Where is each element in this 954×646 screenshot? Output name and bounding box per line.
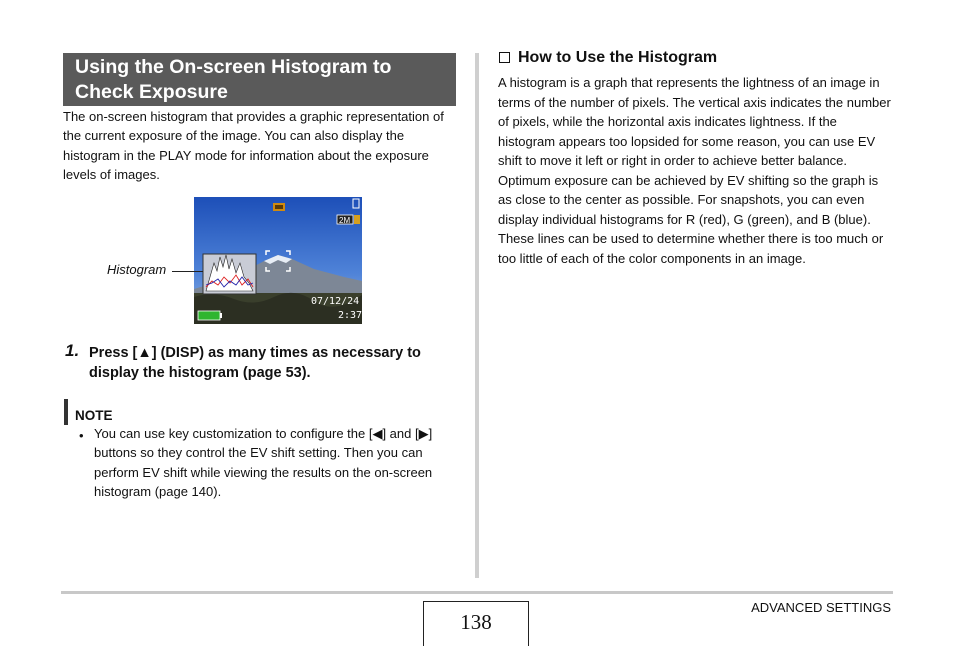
- note-text: You can use key customization to configure the [◀] and [▶] buttons so they control the EV shift setting. Then you can perform EV shift while viewing the results on the on-screen histogram (page 140).: [94, 426, 433, 500]
- histogram-overlay: [203, 254, 256, 294]
- section-title: [63, 53, 456, 106]
- size-icon: 2M: [339, 216, 351, 225]
- intro-paragraph: The on-screen histogram that provides a graphic representation of the current exposure of the image. You can also display the histogram in the PLAY mode for information about the exposure levels of images.: [63, 109, 444, 183]
- battery-icon: [198, 311, 222, 320]
- step-instruction: Press [▲] (DISP) as many times as necessary to display the histogram (page 53).: [89, 345, 421, 381]
- histogram-callout-line: [172, 271, 203, 272]
- footer-section-name: ADVANCED SETTINGS: [751, 600, 891, 615]
- mode-icon: [273, 203, 285, 211]
- note-marker: [64, 399, 68, 425]
- note-bullet: •: [79, 428, 84, 443]
- heading-square-icon: [499, 52, 510, 63]
- step-number: 1.: [65, 341, 80, 360]
- time-readout: 2:37: [338, 310, 362, 321]
- histogram-callout-label: Histogram: [107, 262, 167, 277]
- note-title: NOTE: [75, 408, 113, 423]
- date-readout: 07/12/24: [311, 296, 360, 307]
- footer-rule: [61, 591, 893, 594]
- right-heading: How to Use the Histogram: [518, 49, 718, 66]
- section-title-line1: Using the On-screen Histogram to: [75, 56, 392, 78]
- page-number: 138: [423, 601, 529, 646]
- column-divider: [475, 53, 479, 578]
- right-body: A histogram is a graph that represents the lightness of an image in terms of the number of pixels. The vertical axis indicates the number of pixels, while the horizontal axis indicates lightness. If the histogram appears too lopsided for some reason, you can use EV shift to move it left or right in order to achieve better balance. Optimum exposure can be achieved by EV shifting so the graph is as close to the center as possible. For snapshots, you can even display individual histograms for R (red), G (green), and B (blue). These lines can be used to determine whether there is too much or too little of each of the color components in an image.: [498, 75, 891, 266]
- section-title-line2: Check Exposure: [75, 81, 228, 103]
- camera-screen-photo: [194, 197, 362, 324]
